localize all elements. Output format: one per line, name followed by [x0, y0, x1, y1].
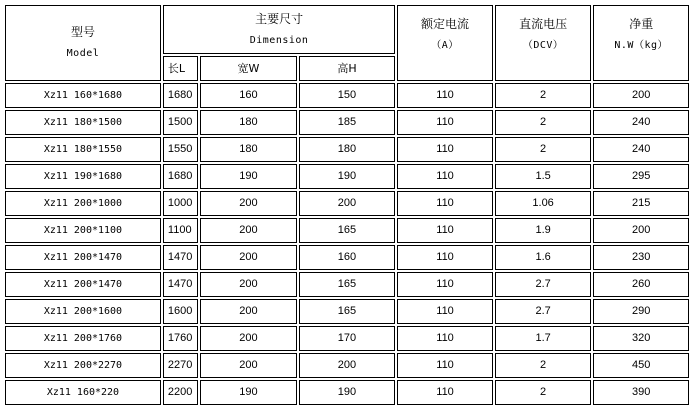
cell-weight: 295 [593, 164, 689, 189]
header-height: 高H [299, 56, 396, 81]
cell-height: 180 [299, 137, 396, 162]
header-dimension-cn: 主要尺寸 [255, 11, 304, 26]
cell-current: 110 [397, 299, 493, 324]
cell-current: 110 [397, 272, 493, 297]
cell-voltage: 1.7 [495, 326, 592, 351]
cell-model: Xz11 200*1470 [5, 272, 161, 297]
header-voltage-en: （DCV） [522, 40, 564, 51]
cell-height: 200 [299, 191, 396, 216]
cell-weight: 450 [593, 353, 689, 378]
cell-model: Xz11 200*1600 [5, 299, 161, 324]
cell-length: 1100 [163, 218, 198, 243]
table-row [5, 137, 689, 162]
cell-current: 110 [397, 164, 493, 189]
cell-height: 190 [299, 164, 396, 189]
cell-length: 1470 [163, 245, 198, 270]
cell-width: 200 [200, 218, 297, 243]
cell-length: 1000 [163, 191, 198, 216]
cell-weight: 215 [593, 191, 689, 216]
cell-weight: 290 [593, 299, 689, 324]
header-dimension-en: Dimension [249, 34, 309, 46]
cell-model: Xz11 190*1680 [5, 164, 161, 189]
header-weight [593, 5, 689, 81]
header-current [397, 5, 493, 81]
cell-width: 200 [200, 191, 297, 216]
header-voltage-cn: 直流电压 [519, 17, 568, 31]
cell-weight: 230 [593, 245, 689, 270]
cell-length: 1600 [163, 299, 198, 324]
cell-height: 170 [299, 326, 396, 351]
cell-model: Xz11 160*220 [5, 380, 161, 405]
cell-length: 1680 [163, 164, 198, 189]
cell-voltage: 1.9 [495, 218, 592, 243]
cell-current: 110 [397, 191, 493, 216]
cell-length: 1680 [163, 83, 198, 108]
cell-current: 110 [397, 245, 493, 270]
cell-voltage: 2.7 [495, 272, 592, 297]
cell-height: 165 [299, 299, 396, 324]
cell-model: Xz11 180*1550 [5, 137, 161, 162]
table-row [5, 110, 689, 135]
cell-width: 180 [200, 137, 297, 162]
cell-model: Xz11 200*1760 [5, 326, 161, 351]
header-length: 长L [163, 56, 198, 81]
cell-voltage: 2 [495, 110, 592, 135]
header-current-en: （A） [431, 40, 459, 51]
cell-current: 110 [397, 326, 493, 351]
cell-voltage: 2 [495, 353, 592, 378]
header-voltage [495, 5, 592, 81]
header-model-cn: 型号 [70, 24, 95, 39]
cell-model: Xz11 200*1100 [5, 218, 161, 243]
header-current-cn: 额定电流 [421, 17, 470, 31]
cell-weight: 320 [593, 326, 689, 351]
header-model-en: Model [66, 47, 100, 59]
cell-current: 110 [397, 83, 493, 108]
cell-weight: 240 [593, 110, 689, 135]
table-row [5, 326, 689, 351]
cell-voltage: 2 [495, 83, 592, 108]
cell-current: 110 [397, 110, 493, 135]
cell-weight: 200 [593, 218, 689, 243]
cell-weight: 390 [593, 380, 689, 405]
cell-width: 200 [200, 245, 297, 270]
cell-voltage: 2.7 [495, 299, 592, 324]
cell-voltage: 1.5 [495, 164, 592, 189]
table-row [5, 380, 689, 405]
table-row [5, 191, 689, 216]
cell-voltage: 2 [495, 137, 592, 162]
cell-width: 200 [200, 353, 297, 378]
cell-width: 190 [200, 380, 297, 405]
cell-height: 190 [299, 380, 396, 405]
cell-length: 1550 [163, 137, 198, 162]
header-width: 宽W [200, 56, 297, 81]
cell-current: 110 [397, 218, 493, 243]
table-row [5, 83, 689, 108]
header-model [5, 5, 161, 81]
cell-model: Xz11 200*1470 [5, 245, 161, 270]
cell-width: 200 [200, 272, 297, 297]
cell-length: 2200 [163, 380, 198, 405]
cell-height: 200 [299, 353, 396, 378]
header-weight-en: N.W（kg） [614, 40, 668, 51]
cell-model: Xz11 180*1500 [5, 110, 161, 135]
cell-voltage: 1.6 [495, 245, 592, 270]
table-row [5, 353, 689, 378]
cell-weight: 260 [593, 272, 689, 297]
cell-model: Xz11 160*1680 [5, 83, 161, 108]
cell-model: Xz11 200*2270 [5, 353, 161, 378]
cell-length: 1470 [163, 272, 198, 297]
cell-voltage: 1.06 [495, 191, 592, 216]
cell-model: Xz11 200*1000 [5, 191, 161, 216]
table-row [5, 299, 689, 324]
cell-width: 200 [200, 326, 297, 351]
cell-current: 110 [397, 137, 493, 162]
cell-current: 110 [397, 353, 493, 378]
cell-height: 165 [299, 272, 396, 297]
header-weight-cn: 净重 [629, 17, 654, 31]
table-row [5, 218, 689, 243]
spec-table [3, 3, 691, 407]
cell-width: 160 [200, 83, 297, 108]
cell-voltage: 2 [495, 380, 592, 405]
cell-height: 165 [299, 218, 396, 243]
cell-weight: 200 [593, 83, 689, 108]
cell-width: 190 [200, 164, 297, 189]
table-row [5, 272, 689, 297]
cell-length: 1760 [163, 326, 198, 351]
cell-height: 185 [299, 110, 396, 135]
cell-current: 110 [397, 380, 493, 405]
table-row [5, 164, 689, 189]
cell-weight: 240 [593, 137, 689, 162]
cell-length: 1500 [163, 110, 198, 135]
cell-width: 200 [200, 299, 297, 324]
cell-length: 2270 [163, 353, 198, 378]
cell-width: 180 [200, 110, 297, 135]
cell-height: 160 [299, 245, 396, 270]
header-row-top [5, 5, 689, 54]
header-dimension [163, 5, 395, 54]
table-row [5, 245, 689, 270]
cell-height: 150 [299, 83, 396, 108]
